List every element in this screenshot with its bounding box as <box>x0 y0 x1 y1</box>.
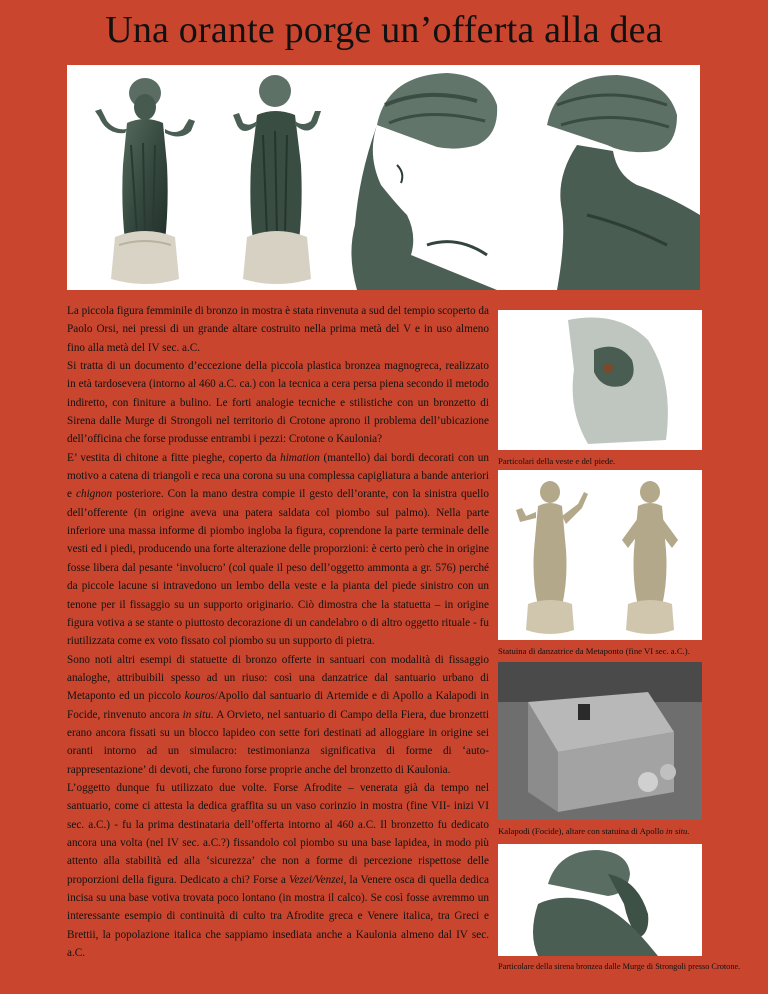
paragraph-3: E’ vestita di chitone a fitte pieghe, coperto da himation (mantello) dai bordi decorati con un motivo a catena di triangoli e reca una corona su una complessa capigliatura a bande anteriori e chignon posteriore. Con la mano destra compie il gesto dell’orante, con la sinistra quello dell’offerente (in origine aveva una patera saldata col piombo sul palmo). Nella parte inferiore una massa informe di piombo ingloba la figura, coprendone la parte terminale delle vesti ed i piedi, producendo una forte alterazione delle proporzioni: è certo però che in origine fosse libera dal pesante ‘involucro’ (col quale il peso dell’oggetto ammonta a gr. 576) perché da piccole lacune si intravedono un lembo della veste e la pianta del piede sinistro con un tenone per il fissaggio su un supporto originario. Ciò dimostra che la statuetta – in origine figura votiva a se stante o piuttosto decorazione di un candelabro o di altro oggetto rituale - fu riutilizzata come ex voto fissato col piombo su un supporto di pietra. <box>67 451 489 648</box>
statuette-back-photo <box>217 65 337 290</box>
paragraph-5: L’oggetto dunque fu utilizzato due volte. Forse Afrodite – venerata già da tempo nel santuario, come ci attesta la dedica graffita su un vaso corinzio in mostra (fine VII- inizi VI sec. a.C.) - fu la prima destinataria dell’offerta intorno al 460 a.C. Il bronzetto fu dedicato ancora una volta (nel IV sec. a.C.?) fissandolo col piombo su una base lapidea, in modo più attento alla stabilità ed alla ‘sicurezza’ che non a forme di percezione rispettose delle proporzioni della figura. Dedicato a chi? Forse a Vezei/Venzei, la Venere osca di quella dedica incisa su una base votiva trovata poco lontano (in mostra il calco). Se così fosse avremmo un interessante esempio di continuità di culto tra Afrodite greca e Venere italica, tra Greci e Brettii, la popolazione italica che sappiamo insediata anche a Kaulonia almeno dal IV sec. a.C. <box>67 781 489 960</box>
paragraph-1: La piccola figura femminile di bronzo in mostra è stata rinvenuta a sud del tempio scoperto da Paolo Orsi, nei pressi di un grande altare costruito nella prima metà del V e in uso almeno fino alla metà del IV sec. a.C. <box>67 305 489 354</box>
kalapodi-altar-photo <box>498 662 702 820</box>
caption-kalapodi-italic: in situ. <box>665 826 690 836</box>
strongoli-siren-photo <box>498 844 702 956</box>
article-body <box>67 302 489 962</box>
statuette-head-profile-photo <box>337 65 517 290</box>
paragraph-2: Si tratta di un documento d’eccezione della piccola plastica bronzea magnogreca, realizzato in età tardosevera (intorno al 460 a.C. ca.) con la tecnica a cera persa piena secondo il metodo indiretto, con finiture a bulino. Le forti analogie tecniche e stilistiche con un bronzetto di Sirena dalle Murge di Strongoli nel territorio di Crotone aprono il problema dell’ubicazione dell’officina che forse produsse entrambi i pezzi: Crotone o Kaulonia? <box>67 360 489 446</box>
caption-dancer: Statuina di danzatrice da Metaponto (fine VI sec. a.C.). <box>498 646 690 656</box>
page-title: Una orante porge un’offerta alla dea <box>105 9 663 51</box>
statuette-photo-strip <box>67 65 700 290</box>
caption-detail: Particolari della veste e del piede. <box>498 456 616 466</box>
metaponto-dancer-photo <box>498 470 702 640</box>
caption-kalapodi-text: Kalapodi (Focide), altare con statuina di Apollo <box>498 826 666 836</box>
caption-kalapodi <box>498 826 690 836</box>
statuette-front-photo <box>67 65 217 290</box>
detail-garment-foot-photo <box>498 310 702 450</box>
paragraph-4: Sono noti altri esempi di statuette di bronzo offerte in santuari con modalità di fissaggio analoghe, attribuibili spesso ad un riuso: così una danzatrice dal santuario urbano di Metaponto ed un piccolo kouros/Apollo dal santuario di Artemide e di Apollo a Kalapodi in Focide, rinvenuto ancora in situ. A Orvieto, nel santuario di Campo della Fiera, due bronzetti erano ancora fissati su un blocco lapideo con sette fori destinati ad alloggiare in origine sei oranti intorno ad un simulacro: testimonianza significativa di forme di ‘auto-rappresentazione’ di devoti, che furono forse proprie anche del bronzetto di Kaulonia. <box>67 653 489 776</box>
caption-siren: Particolare della sirena bronzea dalle Murge di Strongoli presso Crotone. <box>498 962 741 971</box>
statuette-head-side-photo <box>517 65 700 290</box>
